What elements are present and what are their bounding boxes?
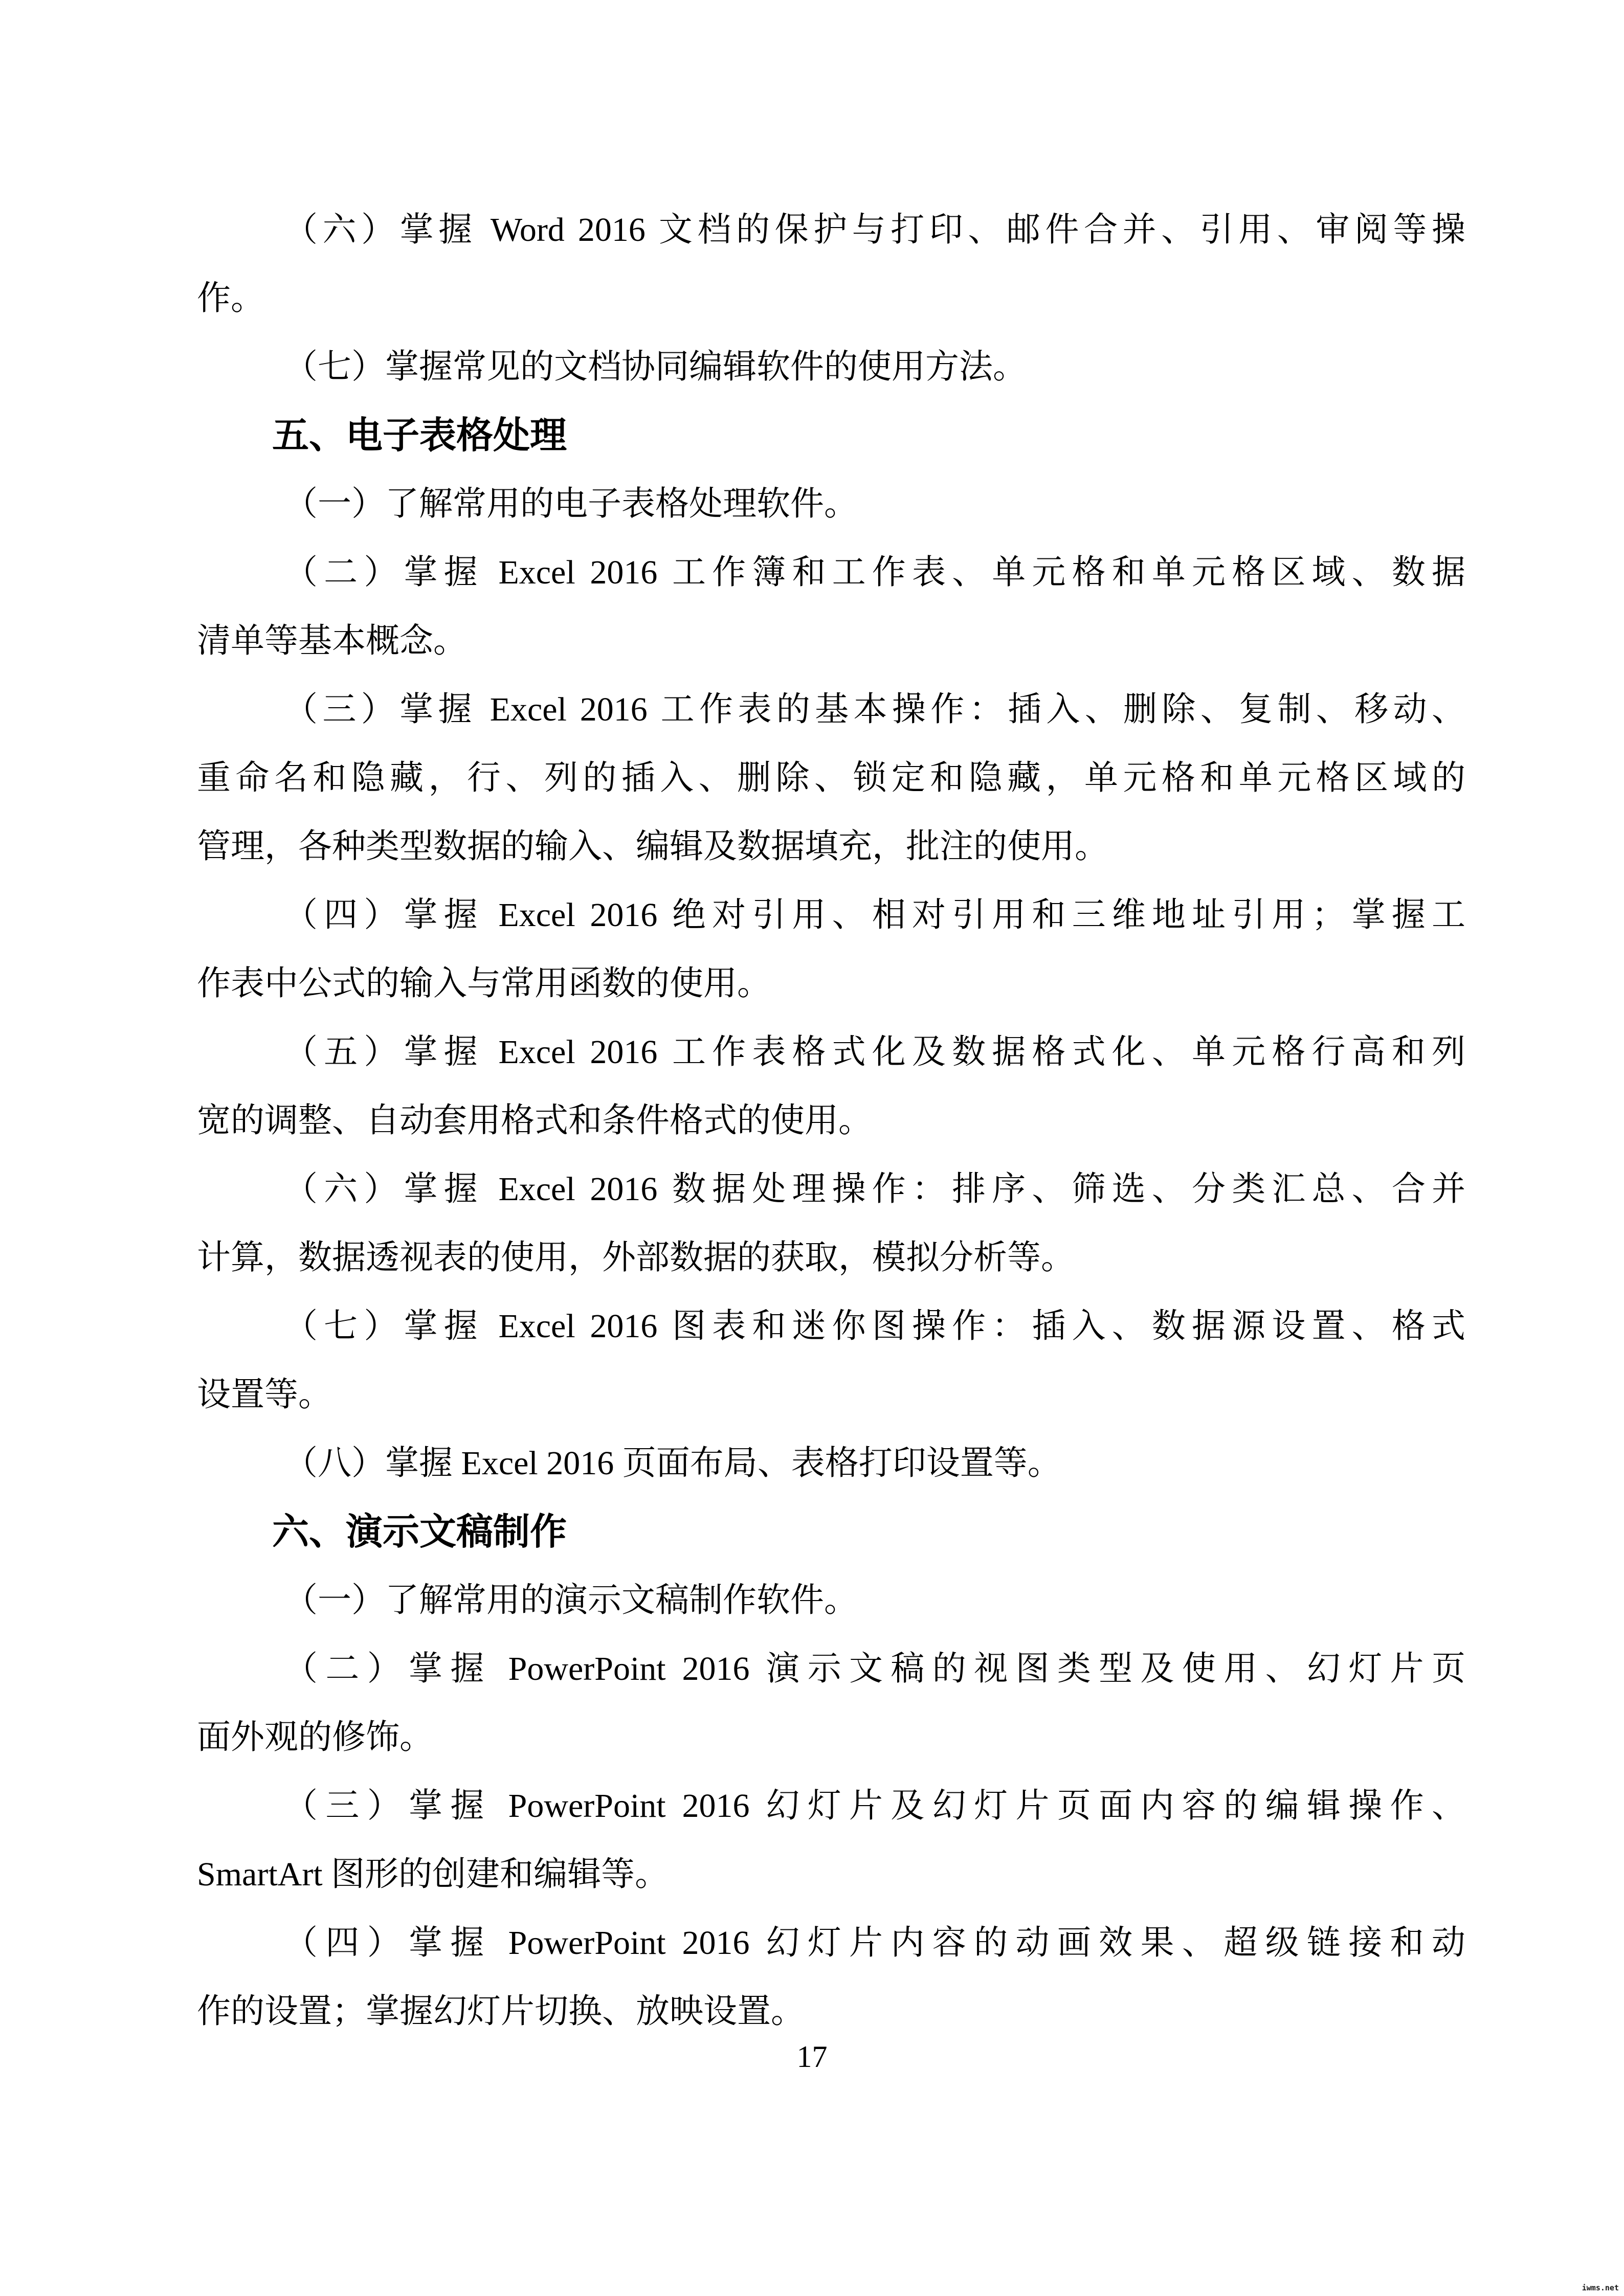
document-body: [197, 196, 1465, 2046]
text-line: （二）掌握 Excel 2016 工作簿和工作表、单元格和单元格区域、数据: [284, 554, 1465, 591]
text-line: 管理，各种类型数据的输入、编辑及数据填充，批注的使用。: [197, 828, 1108, 865]
text-line: 设置等。: [197, 1376, 332, 1413]
text-line: （五）掌握 Excel 2016 工作表格式化及数据格式化、单元格行高和列: [284, 1033, 1465, 1071]
text-line: 作。: [197, 280, 264, 317]
text-line: （二）掌握 PowerPoint 2016 演示文稿的视图类型及使用、幻灯片页: [284, 1650, 1465, 1687]
text-line: （四）掌握 PowerPoint 2016 幻灯片内容的动画效果、超级链接和动: [284, 1924, 1465, 1962]
text-line: （六）掌握 Word 2016 文档的保护与打印、邮件合并、引用、审阅等操: [284, 211, 1465, 249]
text-line: （一）了解常用的电子表格处理软件。: [284, 485, 858, 523]
text-line: （四）掌握 Excel 2016 绝对引用、相对引用和三维地址引用；掌握工: [284, 896, 1465, 934]
text-line: （七）掌握 Excel 2016 图表和迷你图操作：插入、数据源设置、格式: [284, 1308, 1465, 1345]
text-line: （三）掌握 Excel 2016 工作表的基本操作：插入、删除、复制、移动、: [284, 691, 1465, 728]
text-line: 清单等基本概念。: [197, 622, 467, 660]
text-line: （一）了解常用的演示文稿制作软件。: [284, 1582, 858, 1619]
text-line: （三）掌握 PowerPoint 2016 幻灯片及幻灯片页面内容的编辑操作、: [284, 1787, 1465, 1825]
watermark: iwms.net: [1582, 2283, 1619, 2292]
text-line: 宽的调整、自动套用格式和条件格式的使用。: [197, 1102, 872, 1139]
text-line: 作表中公式的输入与常用函数的使用。: [197, 965, 771, 1002]
text-line: SmartArt 图形的创建和编辑等。: [197, 1856, 669, 1893]
text-line: 计算，数据透视表的使用，外部数据的获取，模拟分析等。: [197, 1239, 1075, 1276]
section-heading: 六、演示文稿制作: [272, 1512, 567, 1552]
text-line: 重命名和隐藏，行、列的插入、删除、锁定和隐藏，单元格和单元格区域的: [197, 759, 1465, 797]
text-line: （七）掌握常见的文档协同编辑软件的使用方法。: [284, 348, 1027, 386]
text-line: （六）掌握 Excel 2016 数据处理操作：排序、筛选、分类汇总、合并: [284, 1170, 1465, 1208]
text-line: （八）掌握 Excel 2016 页面布局、表格打印设置等。: [284, 1445, 1061, 1482]
text-line: 面外观的修饰。: [197, 1719, 433, 1756]
section-heading: 五、电子表格处理: [272, 415, 567, 456]
text-line: 作的设置；掌握幻灯片切换、放映设置。: [197, 1993, 805, 2030]
page-number: 17: [796, 2040, 828, 2074]
